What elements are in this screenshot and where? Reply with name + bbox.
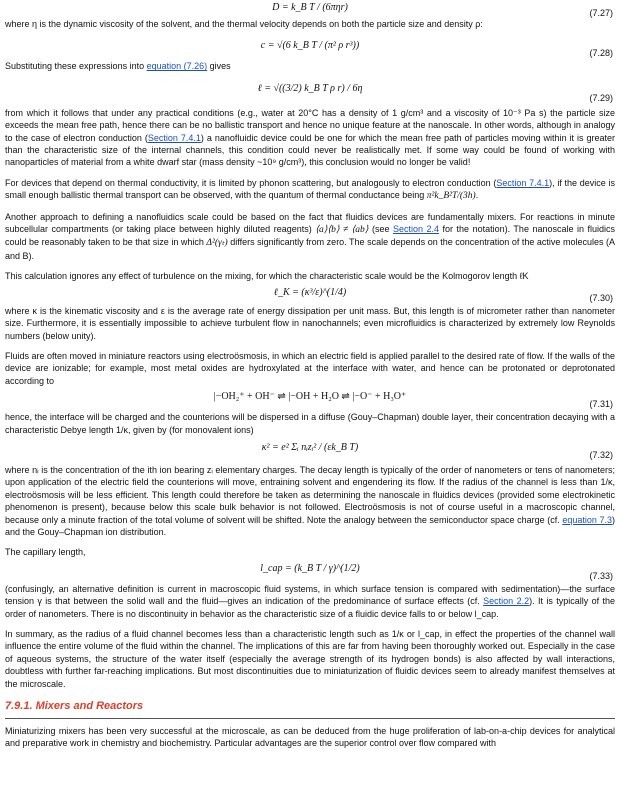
equation-formula: ℓ_K = (κ³/ε)^(1/4) bbox=[273, 286, 347, 298]
equation-7-30 bbox=[5, 285, 615, 305]
divider bbox=[5, 718, 615, 719]
equation-formula: c = √(6 k_B T / (π² ρ r³)) bbox=[260, 40, 360, 52]
section-heading: 7.9.1. Mixers and Reactors bbox=[5, 700, 144, 713]
paragraph: Substituting these expressions into equation (7.26) gives bbox=[5, 61, 231, 72]
page bbox=[5, 0, 615, 758]
paragraph: from which it follows that under any practical conditions (e.g., water at 20°C has a density of 1 g/cm³ and a viscosity of 10⁻³ Pa s) the particle size exceeds the mean free path, hence there can be no ballistic transport and hence no unique feature at the nanoscale. In other words, although in analogy to the case of electron conduction (Section 7.4.1) a nanofluidic device could be one for which the mean free path of particles moving within it is greater than the characteristic size of the internal channels, this condition could never be realistically met. If some way could be found of working with nanoparticles of material from a white dwarf star (mass density ~10⁹ g/cm³), this conclusion would no longer be valid! bbox=[5, 107, 615, 168]
paragraph: This calculation ignores any effect of turbulence on the mixing, for which the characteristic scale would be the Kolmogorov length ℓK bbox=[5, 271, 529, 282]
section-link[interactable]: Section 2.2 bbox=[483, 596, 530, 607]
equation-formula: ℓ = √((3/2) k_B T ρ r) / 6η bbox=[257, 82, 363, 94]
paragraph: where κ is the kinematic viscosity and ε is the average rate of energy dissipation per unit mass. But, this length is of micrometer rather than nanometer size. Furthermore, it is essentially impossible to achieve turbulent flow in nanochannels; even microfluidics is characterized by extremely low Reynolds numbers (below unity). bbox=[5, 305, 615, 341]
equation-number: (7.33) bbox=[589, 570, 613, 581]
equation-formula: |−OH₂⁺ + OH⁻ ⇌ |−OH + H₂O ⇌ |−O⁻ + H₃O⁺ bbox=[213, 391, 407, 403]
inline-math: π²k_B²T/(3h) bbox=[426, 191, 476, 202]
equation-7-28 bbox=[5, 38, 615, 60]
equation-7-33 bbox=[5, 561, 615, 583]
paragraph: For devices that depend on thermal conductivity, it is limited by phonon scattering, but analogously to electron conduction (Section 7.4.1), if the device is small enough ballistic thermal transport can be observed, with the quantum of thermal conductance being π²k_B²T/(3h). bbox=[5, 177, 615, 202]
equation-7-29 bbox=[5, 77, 615, 107]
paragraph: where η is the dynamic viscosity of the solvent, and the thermal velocity depends on both the particle size and density ρ: bbox=[5, 19, 483, 29]
equation-number: (7.30) bbox=[589, 292, 613, 303]
paragraph: Fluids are often moved in miniature reactors using electroösmosis, in which an electric field is applied parallel to the desired rate of flow. If the walls of the device are ionizable; for example, most metal oxides are hydroxylated at the interface with water, and hence can be protonated or deprotonated according to bbox=[5, 350, 615, 386]
paragraph: Another approach to defining a nanofluidics scale could be based on the fact that fluidics devices are fundamentally mixers. For reactions in minute subcellular compartments (or taking place between highly diluted reagents) ⟨a⟩⟨b⟩ ≠ ⟨ab⟩ (see Section 2.4 for the notation). The nanoscale in fluidics could be reasonably taken to be that size in which Δ²(γₜ) differs significantly from zero. The scale depends on the concentration of the active molecules (A and B). bbox=[5, 211, 616, 261]
equation-link[interactable]: equation (7.26) bbox=[146, 61, 208, 72]
equation-number: (7.32) bbox=[589, 449, 613, 460]
paragraph: Miniaturizing mixers has been very successful at the microscale, as can be deduced from the huge proliferation of lab-on-a-chip devices for analytical and preparative work in chemistry and biochemistry. Particular advantages are the superior control over flow compared with bbox=[5, 726, 615, 749]
paragraph: where nᵢ is the concentration of the ith ion bearing zᵢ elementary charges. The decay length is typically of the order of nanometers or tens of nanometers; upon application of the electric field the counterions will move, entraining solvent and engendering its flow. If the radius of the channel is less than 1/κ, electroösmosis will be less efficient. This length could therefore be taken as determining the nanoscale in fluidics devices (provided some electrokinetic phenomenon is present), because below this scale bulk behavior is not followed. Electroösmosis is not of course useful in a macroscopic channel, because only a minute fraction of the total volume of solvent will be shifted. Note the analogy between the semiconductor space charge (cf. equation 7.3) and the Gouy–Chapman ion distribution. bbox=[5, 464, 615, 537]
equation-number: (7.29) bbox=[589, 92, 613, 103]
equation-formula: l_cap = (k_B T / γ)^(1/2) bbox=[260, 562, 360, 574]
equation-formula: κ² = e² Σᵢ nᵢzᵢ² / (εk_B T) bbox=[261, 441, 359, 453]
equation-number: (7.27) bbox=[589, 8, 613, 18]
section-link[interactable]: Section 7.4.1 bbox=[496, 177, 550, 188]
equation-7-27 bbox=[5, 0, 615, 18]
equation-7-32 bbox=[5, 438, 615, 464]
paragraph: In summary, as the radius of a fluid channel becomes less than a characteristic length such as 1/κ or l_cap, in effect the properties of the channel wall influence the entire volume of the fluid within the channel. The implications of this are far from having been thoroughly worked out. Especially in the case of aqueous systems, the structure of the water itself (especially the average strength of its hydrogen bonds) is also affected by wall interactions, doubtless with further far-reaching implications. But most discontinuities due to miniaturization of fluidic devices seem to already manifest themselves at the microscale. bbox=[5, 629, 615, 689]
inline-math: Δ²(γₜ) bbox=[206, 238, 228, 249]
section-link[interactable]: Section 2.4 bbox=[392, 224, 440, 235]
paragraph: (confusingly, an alternative definition is current in macroscopic fluid systems, in which surface tension is compared with sedimentation)—the surface tension γ is that between the solid wall and the fluid—gives an indication of the predominance of surface effects (cf. Section 2.2). It is typically of the order of nanometers. There is no discontinuity in behavior as the characteristic size of a fluidic device falls to or below l_cap. bbox=[5, 583, 616, 619]
equation-formula: D = k_B T / (6πηr) bbox=[272, 2, 348, 13]
paragraph: The capillary length, bbox=[5, 547, 86, 558]
inline-math: ⟨a⟩⟨b⟩ ≠ ⟨ab⟩ bbox=[315, 225, 369, 236]
equation-link[interactable]: equation 7.3 bbox=[562, 514, 612, 525]
equation-number: (7.31) bbox=[589, 399, 613, 410]
equation-number: (7.28) bbox=[589, 48, 613, 59]
paragraph: hence, the interface will be charged and the counterions will be dispersed in a diffuse (Gouy–Chapman) double layer, their concentration decaying with a characteristic Debye length 1/κ, given by (for monovalent ions) bbox=[5, 412, 615, 435]
section-link[interactable]: Section 7.4.1 bbox=[147, 132, 201, 143]
equation-7-31 bbox=[5, 389, 615, 411]
